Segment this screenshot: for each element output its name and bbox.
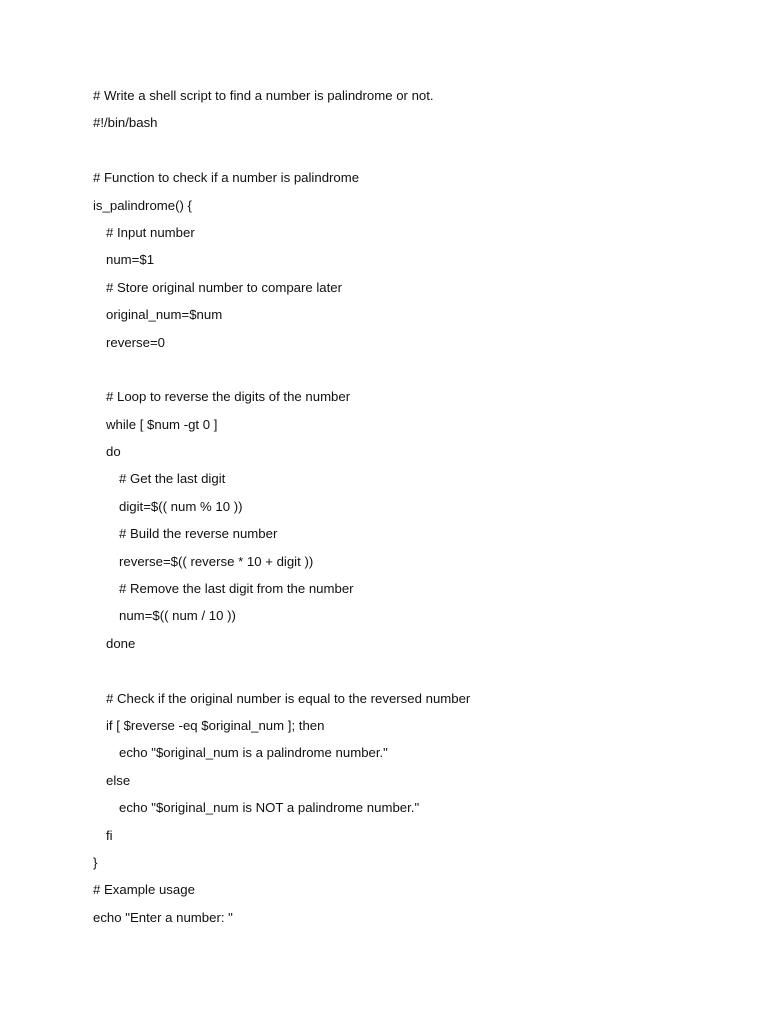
text-line: # Input number — [106, 224, 195, 240]
text-line: echo "Enter a number: " — [93, 909, 233, 925]
text-line: echo "$original_num is a palindrome number." — [119, 745, 388, 761]
text-line: # Loop to reverse the digits of the number — [106, 389, 351, 405]
script-text — [93, 86, 733, 935]
text-line: #!/bin/bash — [93, 115, 158, 131]
text-line: num=$1 — [106, 252, 155, 268]
text-line: # Write a shell script to find a number is palindrome or not. — [93, 88, 434, 103]
text-line: if [ $reverse -eq $original_num ]; then — [106, 717, 325, 733]
text-line: while [ $num -gt 0 ] — [106, 416, 218, 432]
text-line: # Example usage — [93, 882, 195, 898]
text-line: fi — [106, 827, 113, 843]
text-line: done — [106, 635, 136, 651]
text-line: is_palindrome() { — [93, 197, 192, 213]
text-line: # Store original number to compare later — [106, 279, 343, 295]
text-line: digit=$(( num % 10 )) — [119, 498, 243, 514]
text-line: reverse=0 — [106, 334, 166, 350]
text-line: # Function to check if a number is palindrome — [93, 170, 360, 186]
text-line: # Build the reverse number — [119, 526, 278, 542]
text-line: else — [106, 772, 131, 788]
text-line: num=$(( num / 10 )) — [119, 608, 236, 624]
text-line: do — [106, 444, 121, 460]
text-line: } — [93, 854, 98, 870]
text-line: # Check if the original number is equal to the reversed number — [106, 690, 471, 706]
text-line: echo "$original_num is NOT a palindrome number." — [119, 800, 420, 816]
text-line: # Get the last digit — [119, 471, 226, 487]
blank-line — [93, 141, 733, 168]
text-line: original_num=$num — [106, 307, 223, 323]
blank-line — [93, 661, 733, 688]
text-line: reverse=$(( reverse * 10 + digit )) — [119, 553, 314, 569]
text-line: # Remove the last digit from the number — [119, 581, 354, 597]
blank-line — [93, 360, 733, 387]
